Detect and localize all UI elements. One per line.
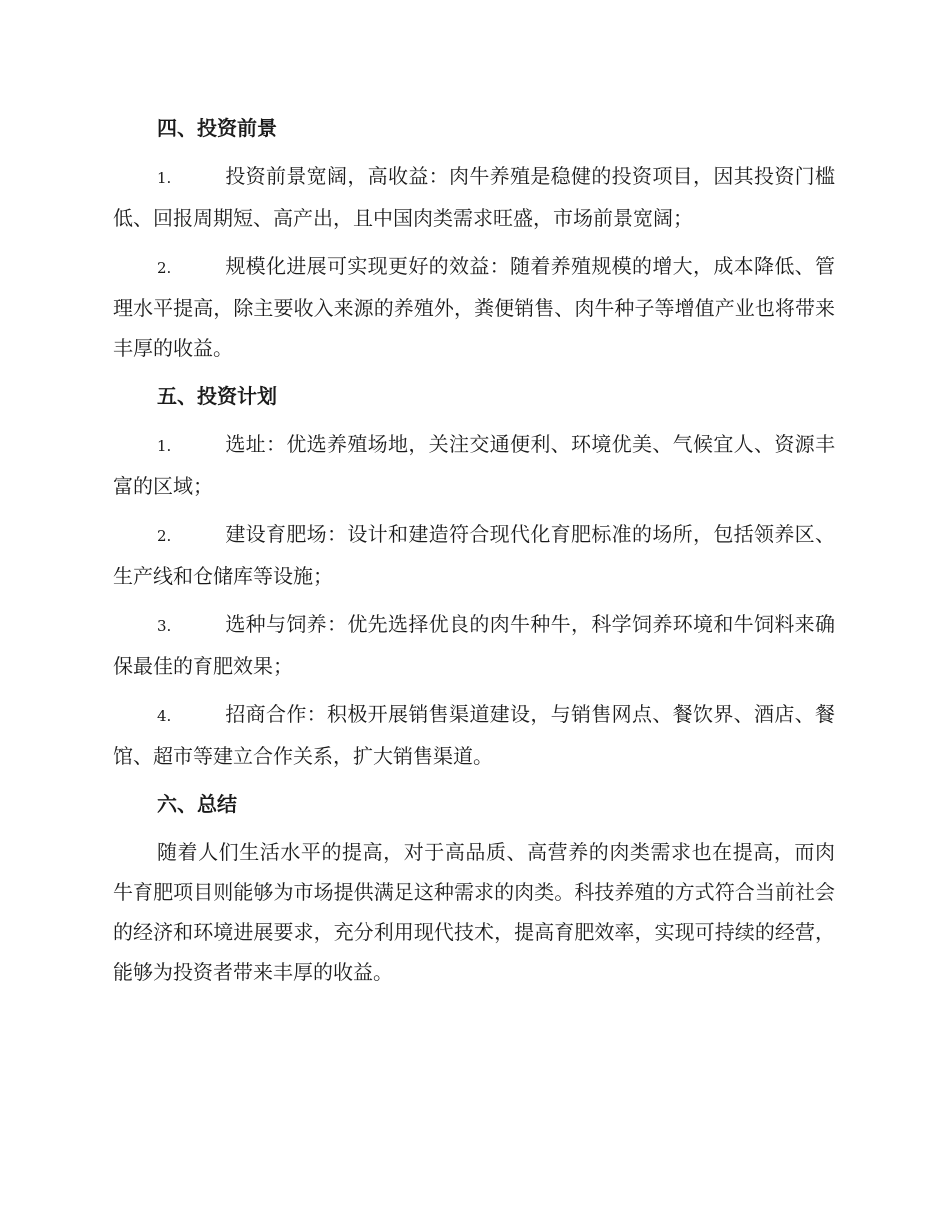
list-text: 招商合作：积极开展销售渠道建设，与销售网点、餐饮界、酒店、餐馆、超市等建立合作关系，扩大销售渠道。 [113, 702, 835, 768]
list-item [113, 694, 835, 776]
list-number: 1. [157, 437, 172, 455]
section-heading-investment-plan: 五、投资计划 [157, 384, 277, 408]
list-number: 2. [157, 527, 172, 545]
list-item [113, 156, 835, 238]
list-text: 选种与饲养：优先选择优良的肉牛种牛，科学饲养环境和牛饲料来确保最佳的育肥效果； [113, 612, 835, 678]
section-heading-summary: 六、总结 [157, 792, 237, 816]
list-text: 选址：优选养殖场地，关注交通便利、环境优美、气候宜人、资源丰富的区域； [113, 432, 835, 498]
list-text: 投资前景宽阔，高收益：肉牛养殖是稳健的投资项目，因其投资门槛低、回报周期短、高产出，且中国肉类需求旺盛，市场前景宽阔； [113, 164, 835, 230]
document-body [113, 108, 835, 992]
list-item [113, 604, 835, 686]
list-item [113, 424, 835, 506]
list-number: 2. [157, 259, 172, 277]
list-text: 规模化进展可实现更好的效益：随着养殖规模的增大，成本降低、管理水平提高，除主要收入来源的养殖外，粪便销售、肉牛种子等增值产业也将带来丰厚的收益。 [113, 254, 835, 360]
list-number: 3. [157, 617, 172, 635]
list-number: 1. [157, 169, 172, 187]
list-number: 4. [157, 707, 172, 725]
list-item [113, 246, 835, 368]
summary-paragraph: 随着人们生活水平的提高，对于高品质、高营养的肉类需求也在提高，而肉牛育肥项目则能够为市场提供满足这种需求的肉类。科技养殖的方式符合当前社会的经济和环境进展要求，充分利用现代技术，提高育肥效率，实现可持续的经营，能够为投资者带来丰厚的收益。 [113, 840, 835, 984]
list-item [113, 514, 835, 596]
list-text: 建设育肥场：设计和建造符合现代化育肥标准的场所，包括领养区、生产线和仓储库等设施； [113, 522, 835, 588]
section-heading-investment-prospects: 四、投资前景 [157, 116, 277, 140]
